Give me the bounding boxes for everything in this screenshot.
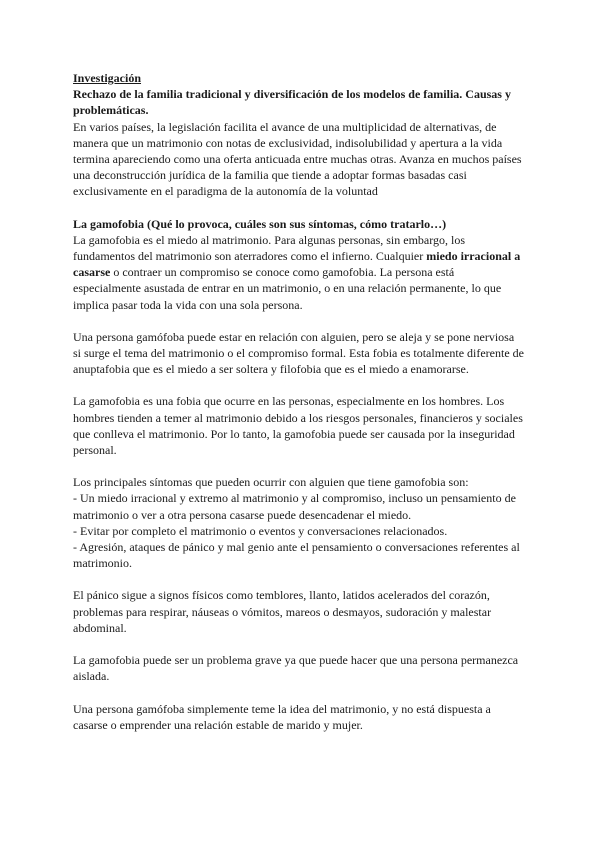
- text-line: que conlleva el matrimonio. Por lo tanto, la gamofobia puede ser causada por la inseguridad: [73, 426, 515, 441]
- bold-phrase: miedo irracional a: [426, 249, 521, 264]
- text-line: personal.: [73, 443, 117, 458]
- section-label: Investigación: [73, 71, 142, 85]
- text-line: Los principales síntomas que pueden ocurrir con alguien que tiene gamofobia son:: [73, 475, 469, 490]
- text-line: Una persona gamófoba simplemente teme la idea del matrimonio, y no está dispuesta a: [73, 701, 491, 716]
- title-line: Rechazo de la familia tradicional y diversificación de los modelos de familia. Causas y: [73, 87, 511, 102]
- text-line: abdominal.: [73, 620, 127, 635]
- text-line: hombres tienden a temer al matrimonio debido a los riesgos personales, financieros y sociales: [73, 410, 523, 425]
- list-item: - Agresión, ataques de pánico y mal genio ante el pensamiento o conversaciones referentes al: [73, 540, 520, 555]
- paragraph-physical-signs: [73, 587, 530, 636]
- paragraph-symptoms: [73, 474, 530, 571]
- paragraph-causes: [73, 393, 530, 458]
- text-line: La gamofobia es el miedo al matrimonio. Para algunas personas, sin embargo, los: [73, 232, 466, 247]
- paragraph-definition: [73, 232, 530, 313]
- list-item: - Evitar por completo el matrimonio o eventos y conversaciones relacionados.: [73, 523, 448, 538]
- text-line: matrimonio o ver a otra persona casarse puede desencadenar el miedo.: [73, 507, 412, 522]
- text-line: Una persona gamófoba puede estar en relación con alguien, pero se aleja y se pone nerviosa: [73, 329, 515, 344]
- text-line: implica pasar toda la vida con una sola persona.: [73, 297, 303, 312]
- text-line: especialmente asustada de entrar en un matrimonio, o en una relación permanente, lo que: [73, 281, 502, 296]
- text-run: o contraer un compromiso se conoce como gamofobia. La persona está: [110, 265, 455, 280]
- text-line: matrimonio.: [73, 556, 132, 571]
- paragraph-conclusion: [73, 701, 530, 733]
- bold-phrase: casarse: [73, 265, 111, 280]
- text-line: exclusivamente en el paradigma de la autonomía de la voluntad: [73, 184, 378, 199]
- text-line: En varios países, la legislación facilita el avance de una multiplicidad de alternativas, de: [73, 119, 497, 134]
- text-line: aislada.: [73, 669, 110, 684]
- list-item: - Un miedo irracional y extremo al matrimonio y al compromiso, incluso un pensamiento de: [73, 491, 516, 506]
- paragraph-relationship: [73, 329, 530, 378]
- paragraph-isolation: [73, 652, 530, 684]
- text-line: una deconstrucción jurídica de la familia que tiende a adoptar formas basadas casi: [73, 168, 467, 183]
- text-line: problemas para respirar, náuseas o vómitos, mareos o desmayos, sudoración y malestar: [73, 604, 492, 619]
- text-line: si surge el tema del matrimonio o el compromiso formal. Esta fobia es totalmente diferente de: [73, 346, 524, 361]
- subheading: La gamofobia (Qué lo provoca, cuáles son sus síntomas, cómo tratarlo…): [73, 216, 447, 231]
- text-line: [73, 264, 530, 280]
- text-line: [73, 248, 530, 264]
- text-line: La gamofobia es una fobia que ocurre en las personas, especialmente en los hombres. Los: [73, 394, 505, 409]
- text-line: La gamofobia puede ser un problema grave ya que puede hacer que una persona permanezca: [73, 653, 519, 668]
- text-line: El pánico sigue a signos físicos como temblores, llanto, latidos acelerados del corazón,: [73, 588, 490, 603]
- title-line: problemáticas.: [73, 103, 149, 118]
- text-run: fundamentos del matrimonio son aterradores como el infierno. Cualquier: [73, 249, 427, 264]
- intro-paragraph: [73, 119, 530, 200]
- text-line: termina apareciendo como una oferta anticuada entre muchas otras. Avanza en muchos países: [73, 152, 522, 167]
- text-line: manera que un matrimonio con notas de exclusividad, indisolubilidad y apertura a la vida: [73, 135, 503, 150]
- text-line: casarse o emprender una relación estable de marido y mujer.: [73, 717, 363, 732]
- text-line: anuptafobia que es el miedo a ser soltera y filofobia que es el miedo a enamorarse.: [73, 362, 469, 377]
